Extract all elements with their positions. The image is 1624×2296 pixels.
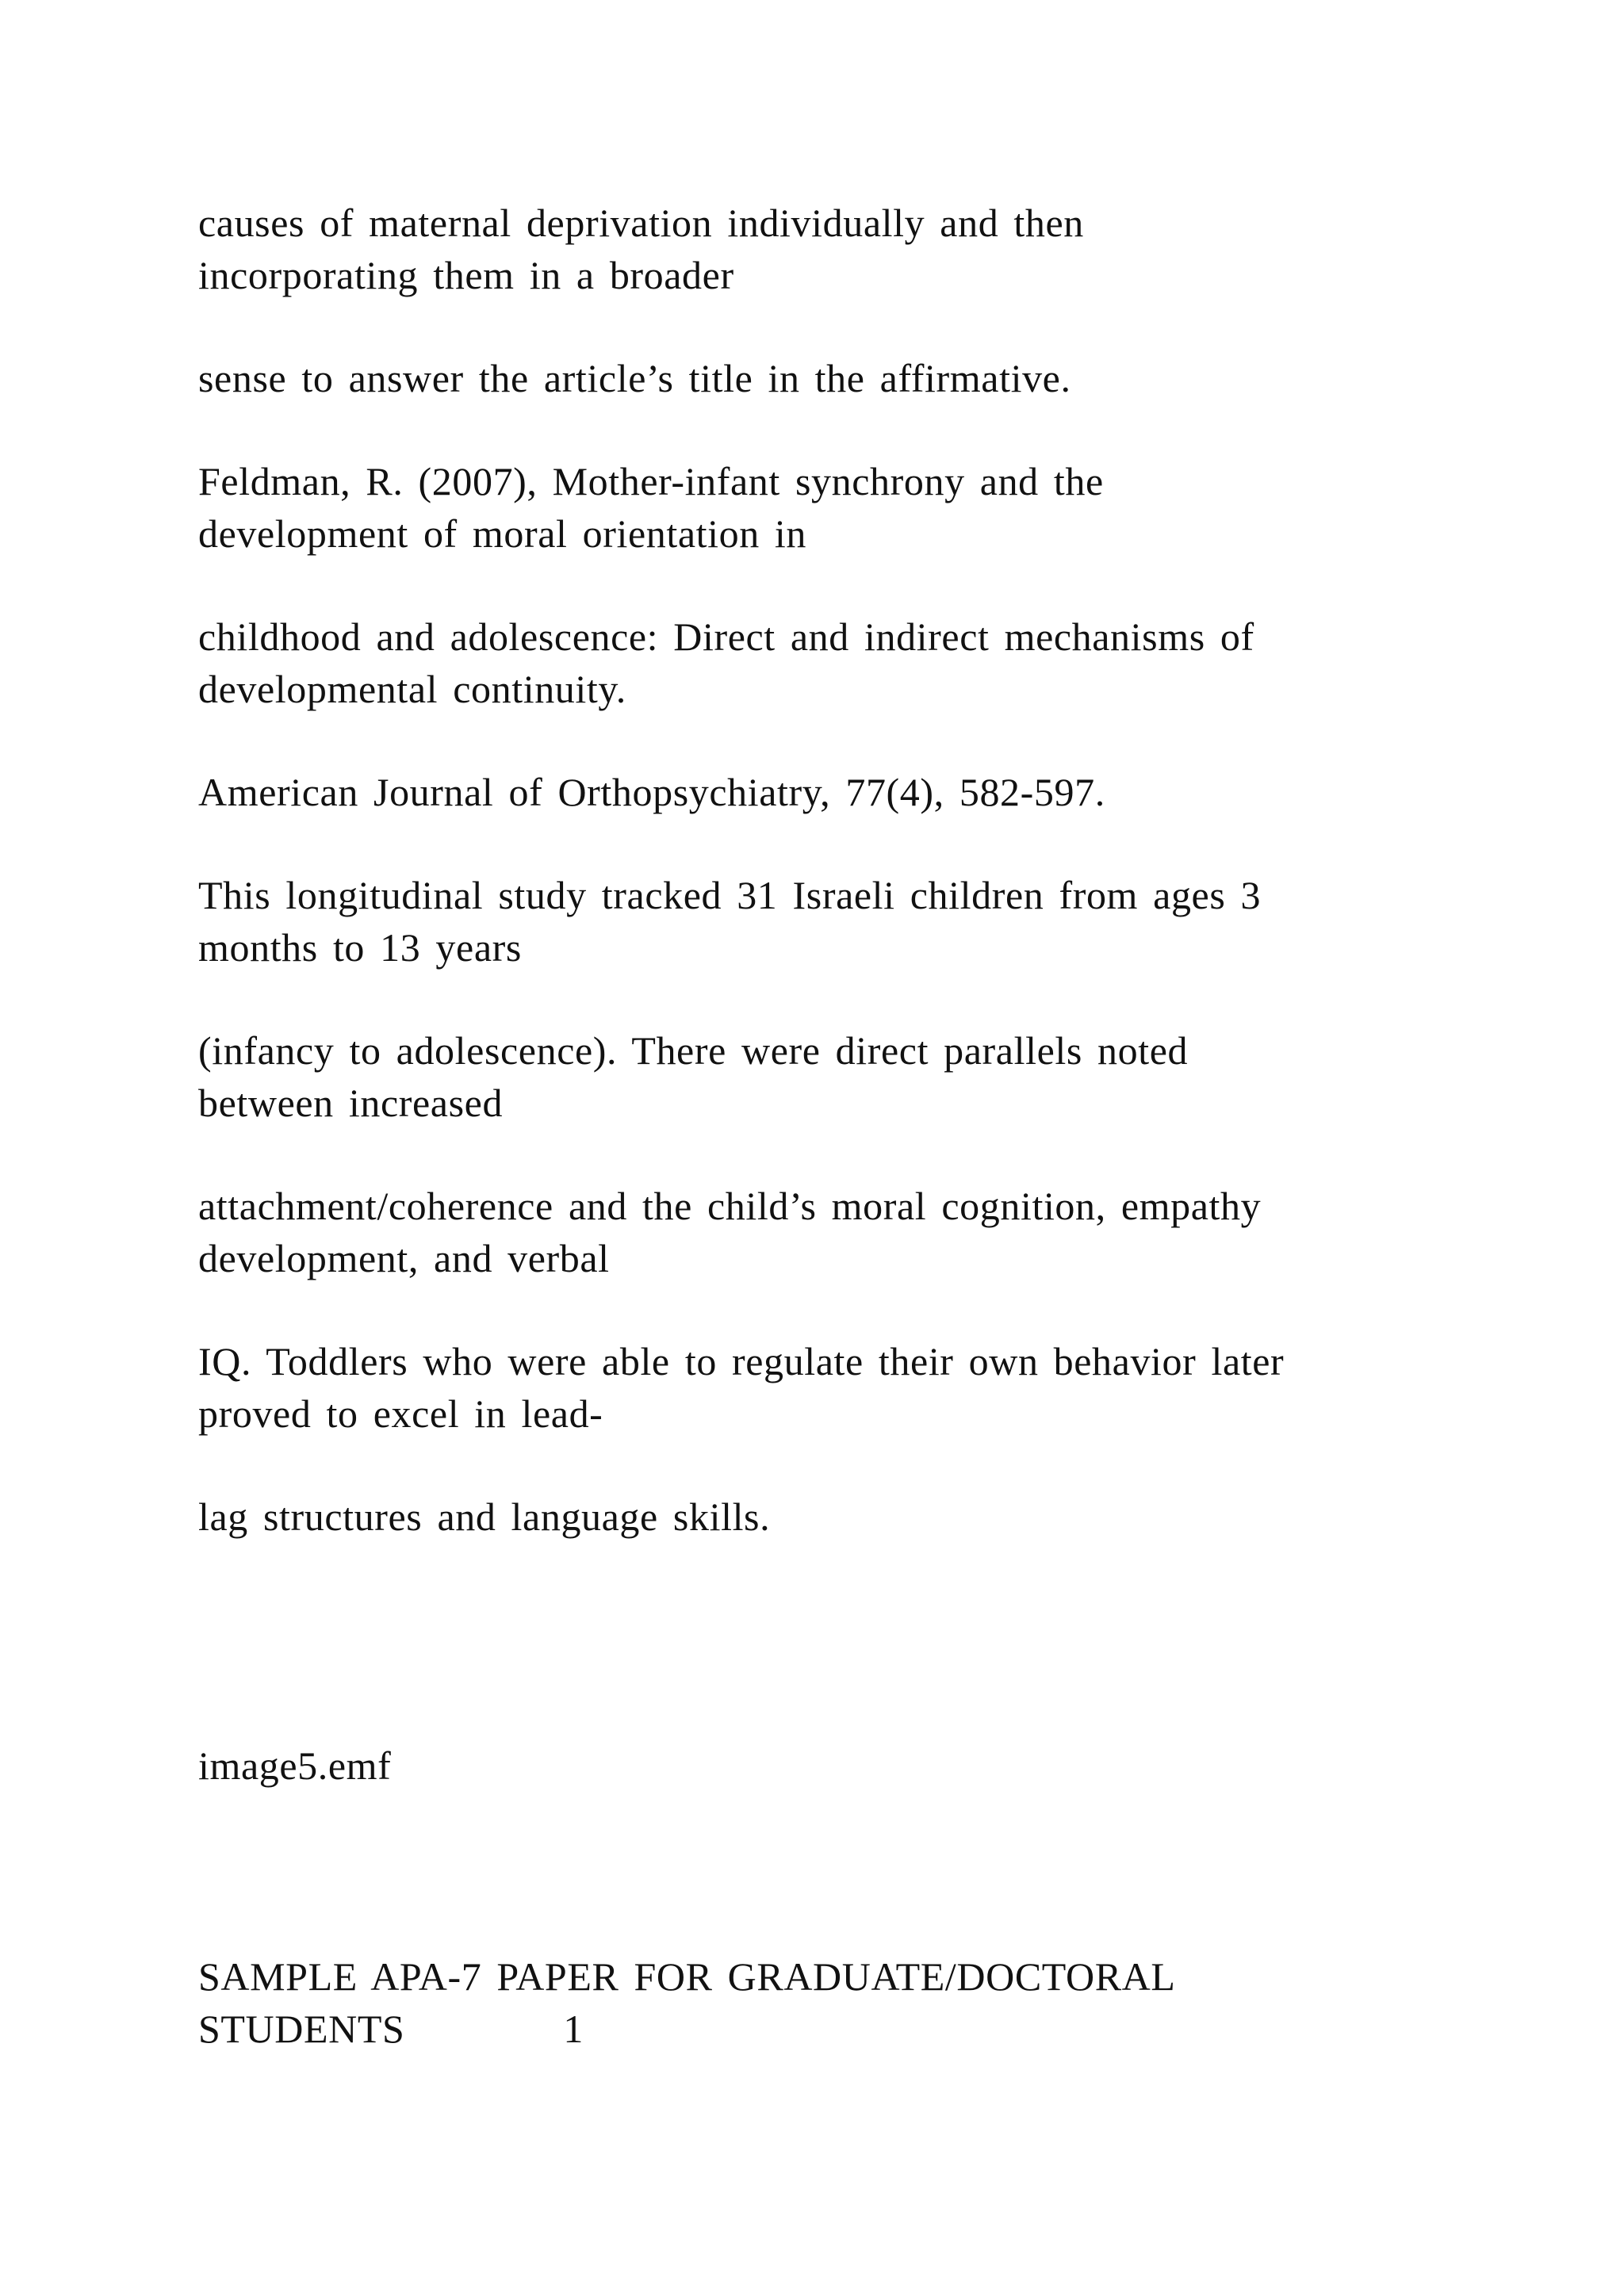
text-line: causes of maternal deprivation individually and then [198, 201, 1084, 245]
text-line: developmental continuity. [198, 667, 626, 711]
reference-journal [198, 766, 1451, 818]
annotation-paragraph-5 [198, 1490, 1451, 1543]
running-head-title: SAMPLE APA-7 PAPER FOR GRADUATE/DOCTORAL [198, 1954, 1176, 1999]
paragraph-spacer [198, 1129, 1451, 1180]
text-line: proved to excel in lead- [198, 1391, 603, 1436]
section-spacer [198, 1792, 1451, 1950]
text-line: IQ. Toddlers who were able to regulate their own behavior later [198, 1339, 1285, 1383]
text-line: incorporating them in a broader [198, 253, 734, 297]
text-line: development of moral orientation in [198, 511, 807, 556]
paragraph-spacer [198, 818, 1451, 869]
paragraph-2 [198, 352, 1451, 404]
annotation-paragraph-2 [198, 1024, 1451, 1129]
paragraph-spacer [198, 715, 1451, 766]
document-body [198, 197, 1451, 2055]
text-line: development, and verbal [198, 1236, 610, 1280]
text-line: months to 13 years [198, 925, 522, 970]
text-line: attachment/coherence and the child’s moral cognition, empathy [198, 1184, 1262, 1228]
annotation-paragraph-4 [198, 1335, 1451, 1440]
text-line: (infancy to adolescence). There were direct parallels noted [198, 1028, 1189, 1073]
image-placeholder-label [198, 1739, 1451, 1792]
text-line: This longitudinal study tracked 31 Israeli children from ages 3 [198, 873, 1262, 917]
text-line: image5.emf [198, 1743, 392, 1788]
paragraph-spacer [198, 560, 1451, 610]
paragraph-1 [198, 197, 1451, 301]
paragraph-spacer [198, 1284, 1451, 1335]
text-line: lag structures and language skills. [198, 1494, 771, 1539]
running-head-title-end: STUDENTS [198, 2007, 405, 2051]
reference-citation-line-1 [198, 455, 1451, 560]
paragraph-spacer [198, 974, 1451, 1024]
running-head-continuation [198, 2003, 1451, 2055]
text-line: sense to answer the article’s title in the affirmative. [198, 356, 1071, 400]
section-spacer [198, 1543, 1451, 1739]
paragraph-spacer [198, 404, 1451, 455]
text-line: between increased [198, 1081, 504, 1125]
paragraph-spacer [198, 301, 1451, 352]
annotation-paragraph-3 [198, 1180, 1451, 1284]
annotation-paragraph-1 [198, 869, 1451, 974]
text-line: Feldman, R. (2007), Mother-infant synchrony and the [198, 459, 1104, 503]
text-line: American Journal of Orthopsychiatry, 77(4), 582-597. [198, 770, 1105, 814]
reference-citation-line-2 [198, 610, 1451, 715]
text-line: childhood and adolescence: Direct and indirect mechanisms of [198, 614, 1254, 659]
running-head [198, 1950, 1451, 2055]
page-number: 1 [563, 2007, 584, 2051]
paragraph-spacer [198, 1440, 1451, 1490]
